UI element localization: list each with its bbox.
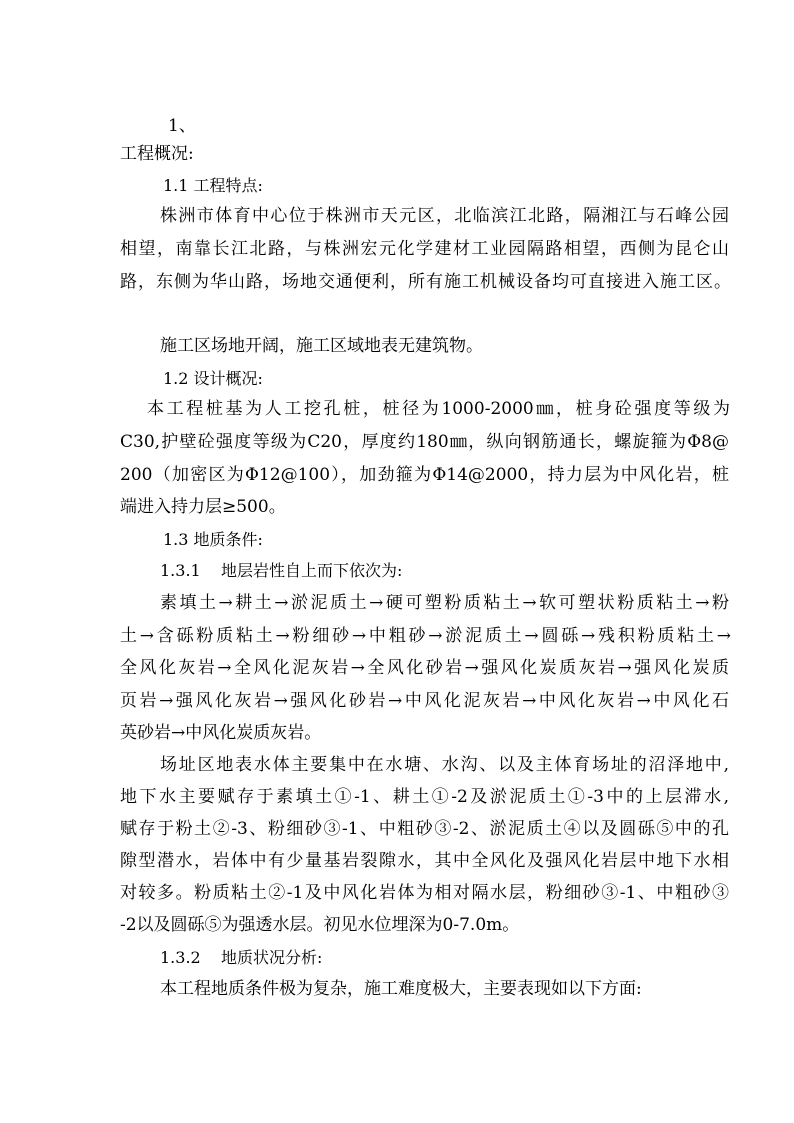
section-1-3-2-title: 1.3.2 地质状况分析: (160, 948, 323, 967)
section-1-3-1-p2-line: 场址区地表水体主要集中在水塘、水沟、以及主体育场址的沼泽地中, (160, 755, 729, 775)
heading-title: 工程概况: (120, 144, 194, 164)
section-1-3-1-line: 全风化灰岩→全风化泥灰岩→全风化砂岩→强风化炭质灰岩→强风化炭质 (120, 658, 729, 678)
section-1-3-1-p2-line: 隙型潜水，岩体中有少量基岩裂隙水，其中全风化及强风化岩层中地下水相 (120, 851, 729, 871)
section-1-3-1-p2-line: 赋存于粉土②-3、粉细砂③-1、中粗砂③-2、淤泥质土④以及圆砾⑤中的孔 (120, 819, 729, 839)
section-1-2-line: 本工程桩基为人工挖孔桩，桩径为1000-2000㎜，桩身砼强度等级为 (147, 399, 730, 419)
section-1-2-title: 1.2 设计概况: (163, 369, 263, 388)
section-1-3-1-line: 页岩→强风化灰岩→强风化砂岩→中风化泥灰岩→中风化灰岩→中风化石 (120, 691, 729, 711)
section-1-3-1-line: 土→含砾粉质粘土→粉细砂→中粗砂→淤泥质土→圆砾→残积粉质粘土→ (120, 626, 731, 646)
section-1-1-title: 1.1 工程特点: (163, 176, 263, 195)
section-1-2-line: 端进入持力层≥500。 (120, 497, 286, 517)
section-1-3-title: 1.3 地质条件: (163, 530, 263, 549)
section-1-1-paragraph-2: 施工区场地开阔，施工区域地表无建筑物。 (160, 336, 483, 356)
section-1-3-1-p2-line: -2以及圆砾⑤为强透水层。初见水位埋深为0-7.0m。 (120, 915, 520, 935)
section-1-1-line: 相望，南靠长江北路，与株洲宏元化学建材工业园隔路相望，西侧为昆仑山 (120, 239, 729, 259)
section-1-1-line: 路，东侧为华山路，场地交通便利，所有施工机械设备均可直接进入施工区。 (120, 272, 731, 292)
section-1-3-1-p2-line: 地下水主要赋存于素填土①-1、耕土①-2及淤泥质土①-3中的上层滞水, (120, 787, 729, 807)
section-1-3-1-p2-line: 对较多。粉质粘土②-1及中风化岩体为相对隔水层，粉细砂③-1、中粗砂③ (120, 883, 729, 903)
section-1-2-line: C30,护壁砼强度等级为C20，厚度约180㎜，纵向钢筋通长，螺旋箍为Φ8@ (120, 432, 729, 452)
heading-number: 1、 (168, 116, 196, 136)
section-1-3-1-title: 1.3.1 地层岩性自上而下依次为: (160, 561, 403, 580)
section-1-3-1-line: 英砂岩→中风化炭质灰岩。 (120, 723, 322, 743)
section-1-3-2-paragraph: 本工程地质条件极为复杂，施工难度极大，主要表现如以下方面: (160, 979, 642, 999)
section-1-1-line: 株洲市体育中心位于株洲市天元区，北临滨江北路，隔湘江与石峰公园 (160, 206, 729, 226)
section-1-3-1-line: 素填土→耕土→淤泥质土→硬可塑粉质粘土→软可塑状粉质粘土→粉 (160, 593, 729, 613)
section-1-2-line: 200（加密区为Φ12@100），加劲箍为Φ14@2000，持力层为中风化岩，桩 (120, 465, 729, 485)
